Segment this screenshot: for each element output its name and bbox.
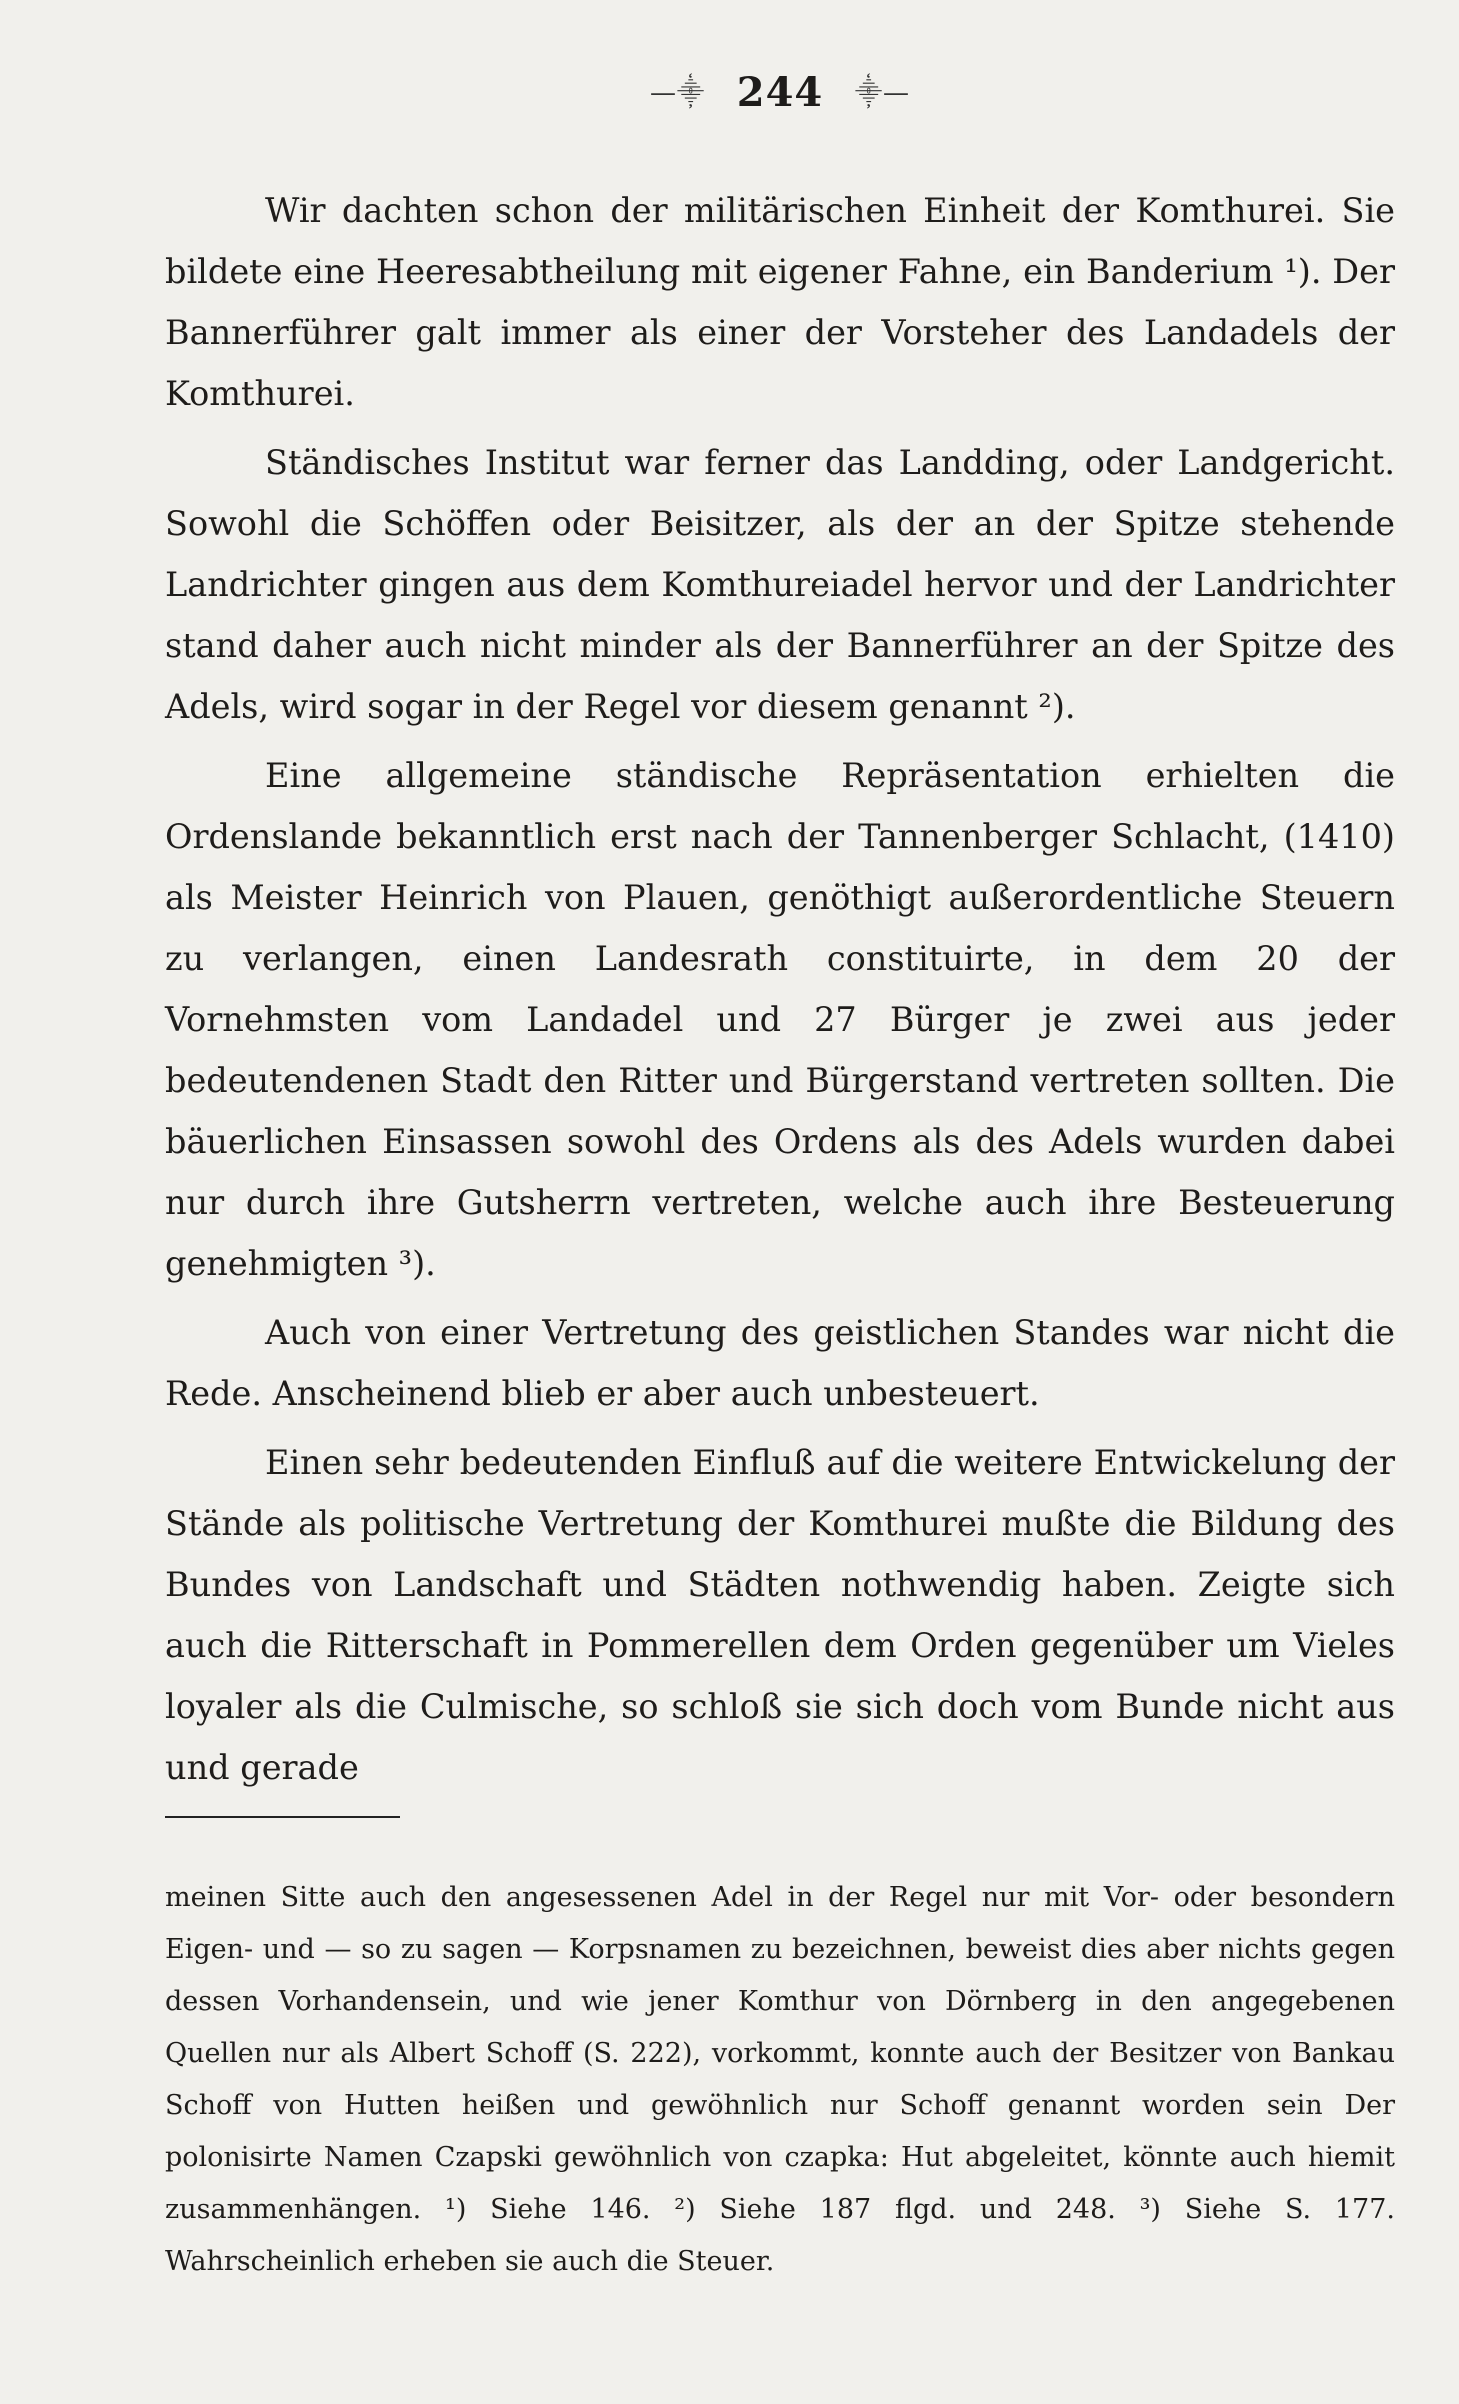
paragraph: Eine allgemeine ständische Repräsentation erhielten die Ordenslande bekanntlich erst nach der Tannenberger Schlacht, (1410) als Meister Heinrich von Plauen, genöthigt außerordentliche Steuern zu verlangen, einen Landesrath constituirte, in dem 20 der Vornehmsten vom Landadel und 27 Bürger je zwei aus jeder bedeutendenen Stadt den Ritter und Bürgerstand vertreten sollten. Die bäuerlichen Einsassen sowohl des Ordens als des Adels wurden dabei nur durch ihre Gutsherrn vertreten, welche auch ihre Besteuerung genehmigten ³). [165,756,1395,1283]
ornament-right: ⸎— [854,78,911,108]
page-number: 244 [736,69,824,116]
paragraph: Einen sehr bedeutenden Einfluß auf die weitere Entwickelung der Stände als politische Vertretung der Komthurei mußte die Bildung des Bundes von Landschaft und Städten nothwendig haben. Zeigte sich auch die Ritterschaft in Pommerellen dem Orden gegenüber um Vieles loyaler als die Culmische, so schloß sie sich doch vom Bunde nicht aus und gerade [165,1443,1395,1787]
paragraph: Wir dachten schon der militärischen Einheit der Komthurei. Sie bildete eine Heeresabtheilung mit eigener Fahne, ein Banderium ¹). Der Bannerführer galt immer als einer der Vorsteher des Landadels der Komthurei. [165,191,1395,413]
footnote-divider [165,1816,400,1818]
paragraph: Auch von einer Vertretung des geistlichen Standes war nicht die Rede. Anscheinend blieb er aber auch unbesteuert. [165,1313,1395,1413]
book-page [165,70,1395,2288]
footnotes [165,1872,1395,2288]
ornament-left: —⸎ [649,78,706,108]
page-header [165,70,1395,132]
paragraph: Ständisches Institut war ferner das Landding, oder Landgericht. Sowohl die Schöffen oder Beisitzer, als der an der Spitze stehende Landrichter gingen aus dem Komthureiadel hervor und der Landrichter stand daher auch nicht minder als der Bannerführer an der Spitze des Adels, wird sogar in der Regel vor diesem genannt ²). [165,443,1395,726]
main-text [165,180,1395,1798]
footnote-text: meinen Sitte auch den angesessenen Adel in der Regel nur mit Vor- oder besondern Eigen- und — so zu sagen — Korpsnamen zu bezeichnen, beweist dies aber nichts gegen dessen Vorhandensein, und wie jener Komthur von Dörnberg in den angegebenen Quellen nur als Albert Schoff (S. 222), vorkommt, konnte auch der Besitzer von Bankau Schoff von Hutten heißen und gewöhnlich nur Schoff genannt worden sein Der polonisirte Namen Czapski gewöhnlich von czapka: Hut abgeleitet, könnte auch hiemit zusammenhängen. ¹) Siehe 146. ²) Siehe 187 flgd. und 248. ³) Siehe S. 177. Wahrscheinlich erheben sie auch die Steuer. [165,1882,1395,2277]
